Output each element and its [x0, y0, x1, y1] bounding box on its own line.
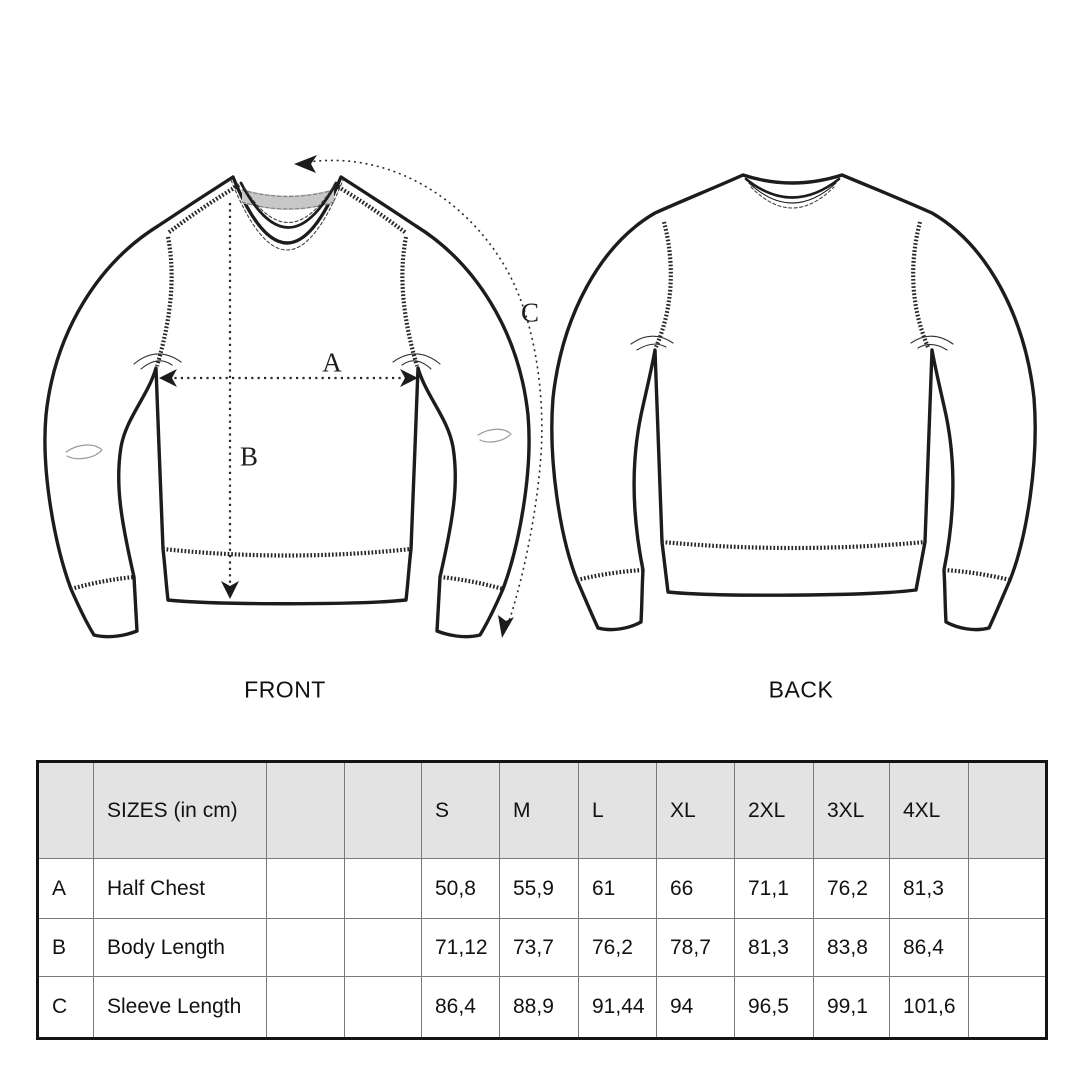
empty-cell	[969, 859, 1047, 919]
front-view-label: FRONT	[244, 676, 326, 703]
empty-cell	[969, 919, 1047, 977]
value-cell: 71,12	[422, 919, 500, 977]
size-table-header-row	[38, 762, 1047, 859]
header-size-m: M	[500, 762, 579, 859]
measure-c-arrow-bottom	[498, 615, 514, 638]
value-cell: 88,9	[500, 977, 579, 1039]
value-cell: 76,2	[814, 859, 890, 919]
value-cell: 55,9	[500, 859, 579, 919]
header-size-2xl: 2XL	[735, 762, 814, 859]
empty-cell	[267, 919, 345, 977]
value-cell: 101,6	[890, 977, 969, 1039]
value-cell: 71,1	[735, 859, 814, 919]
header-size-3xl: 3XL	[814, 762, 890, 859]
value-cell: 91,44	[579, 977, 657, 1039]
value-cell: 81,3	[735, 919, 814, 977]
measure-c-label: C	[520, 297, 540, 328]
empty-cell	[345, 859, 422, 919]
row-label-cell: Body Length	[94, 919, 267, 977]
header-size-l: L	[579, 762, 657, 859]
header-size-xl: XL	[657, 762, 735, 859]
value-cell: 78,7	[657, 919, 735, 977]
value-cell: 86,4	[422, 977, 500, 1039]
header-empty-cell	[969, 762, 1047, 859]
header-sizes-title: SIZES (in cm)	[94, 762, 267, 859]
back-view-label: BACK	[768, 676, 834, 703]
front-view-drawing	[45, 177, 529, 637]
header-size-4xl: 4XL	[890, 762, 969, 859]
empty-cell	[969, 977, 1047, 1039]
value-cell: 61	[579, 859, 657, 919]
row-key-cell: B	[38, 919, 94, 977]
value-cell: 94	[657, 977, 735, 1039]
row-key-cell: C	[38, 977, 94, 1039]
header-size-s: S	[422, 762, 500, 859]
value-cell: 81,3	[890, 859, 969, 919]
value-cell: 86,4	[890, 919, 969, 977]
empty-cell	[267, 859, 345, 919]
empty-cell	[345, 919, 422, 977]
header-empty-cell	[345, 762, 422, 859]
value-cell: 73,7	[500, 919, 579, 977]
value-cell: 83,8	[814, 919, 890, 977]
size-row-body-length	[38, 919, 1047, 977]
value-cell: 76,2	[579, 919, 657, 977]
empty-cell	[267, 977, 345, 1039]
measure-c-arrow-top	[294, 155, 317, 173]
back-view-drawing	[552, 175, 1035, 630]
size-row-half-chest	[38, 859, 1047, 919]
empty-cell	[345, 977, 422, 1039]
row-key-cell: A	[38, 859, 94, 919]
front-silhouette	[45, 177, 529, 637]
row-label-cell: Sleeve Length	[94, 977, 267, 1039]
row-label-cell: Half Chest	[94, 859, 267, 919]
measure-a-label: A	[322, 347, 342, 378]
header-empty-cell	[267, 762, 345, 859]
measure-b-label: B	[239, 441, 259, 472]
value-cell: 50,8	[422, 859, 500, 919]
value-cell: 96,5	[735, 977, 814, 1039]
header-empty-cell	[38, 762, 94, 859]
value-cell: 99,1	[814, 977, 890, 1039]
size-table	[36, 760, 1048, 1040]
value-cell: 66	[657, 859, 735, 919]
size-row-sleeve-length	[38, 977, 1047, 1039]
back-silhouette	[552, 175, 1035, 630]
